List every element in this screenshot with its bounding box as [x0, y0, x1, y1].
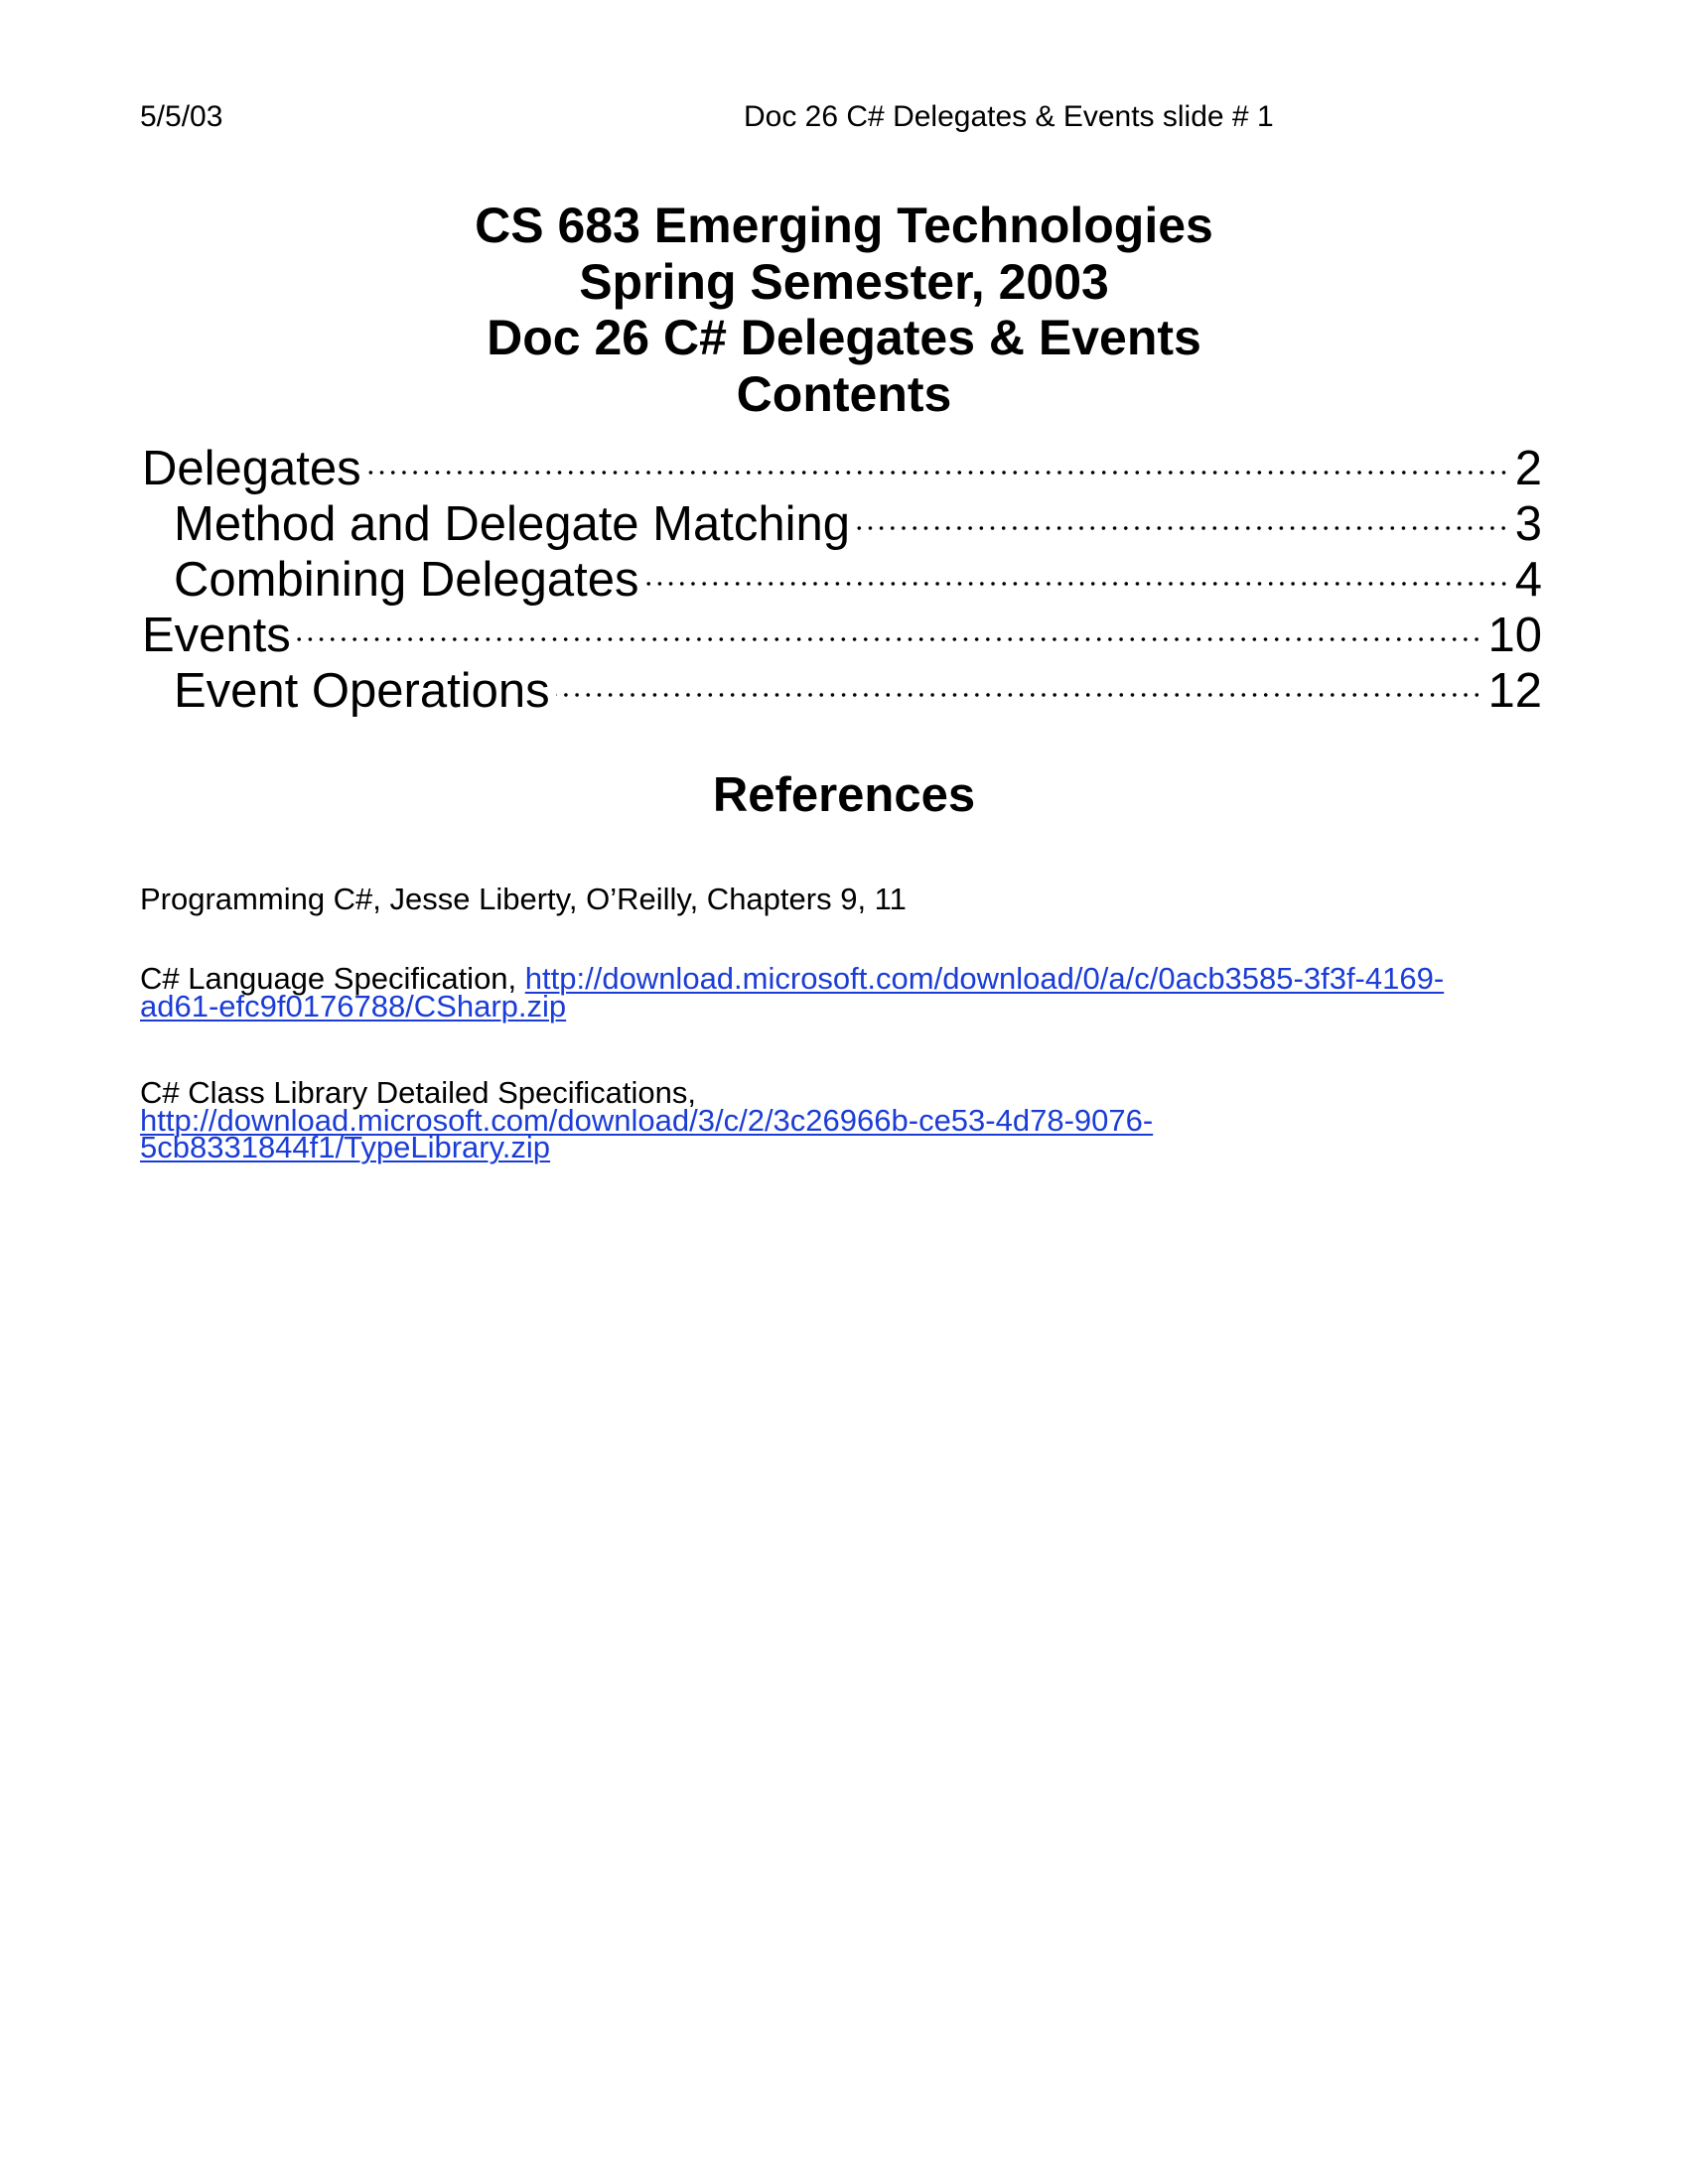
course-title: CS 683 Emerging Technologies [475, 198, 1213, 253]
reference-text: C# Class Library Detailed Specifications, [140, 1075, 696, 1110]
references-heading: References [712, 768, 976, 822]
type-library-link-continued[interactable]: 5cb8331844f1/TypeLibrary.zip [140, 1130, 551, 1164]
toc-entry-events[interactable] [142, 596, 1542, 662]
toc-entry-event-operations[interactable] [142, 651, 1542, 718]
toc-page-number: 12 [1487, 664, 1542, 718]
toc-page-number: 4 [1514, 553, 1542, 607]
csharp-spec-link[interactable]: http://download.microsoft.com/download/0/a/c/0acb3585-3f3f-4169- [524, 961, 1445, 996]
reference-item-class-library-spec [140, 1075, 1154, 1164]
dot-leader [556, 651, 1482, 707]
toc-entry-label: Combining Delegates [174, 553, 639, 607]
dot-leader [297, 596, 1482, 651]
toc-page-number: 2 [1514, 442, 1542, 495]
toc-entry-label: Delegates [142, 442, 361, 495]
header-slide-title: Doc 26 C# Delegates & Events slide # 1 [744, 100, 1274, 133]
toc-page-number: 3 [1514, 497, 1542, 551]
document-title [0, 198, 1688, 422]
toc-entry-label: Event Operations [174, 664, 550, 718]
toc-page-number: 10 [1487, 609, 1542, 662]
header-date: 5/5/03 [140, 100, 223, 133]
dot-leader [856, 484, 1509, 540]
toc-entry-delegates[interactable] [142, 429, 1542, 495]
type-library-link[interactable]: http://download.microsoft.com/download/3/c/2/3c26966b-ce53-4d78-9076- [140, 1102, 1154, 1138]
semester-title: Spring Semester, 2003 [579, 253, 1109, 310]
dot-leader [645, 540, 1509, 596]
reference-text: C# Language Specification, [140, 961, 525, 996]
table-of-contents [142, 429, 1542, 718]
contents-heading: Contents [736, 365, 952, 422]
doc-title: Doc 26 C# Delegates & Events [487, 310, 1201, 365]
reference-item-language-spec [140, 961, 1445, 1024]
reference-item-programming-csharp [140, 882, 907, 916]
toc-entry-label: Method and Delegate Matching [174, 497, 850, 551]
csharp-spec-link-continued[interactable]: ad61-efc9f0176788/CSharp.zip [140, 988, 567, 1024]
reference-text: Programming C#, Jesse Liberty, O’Reilly, Chapters 9, 11 [140, 882, 907, 916]
dot-leader [367, 429, 1509, 484]
toc-entry-label: Events [142, 609, 291, 662]
